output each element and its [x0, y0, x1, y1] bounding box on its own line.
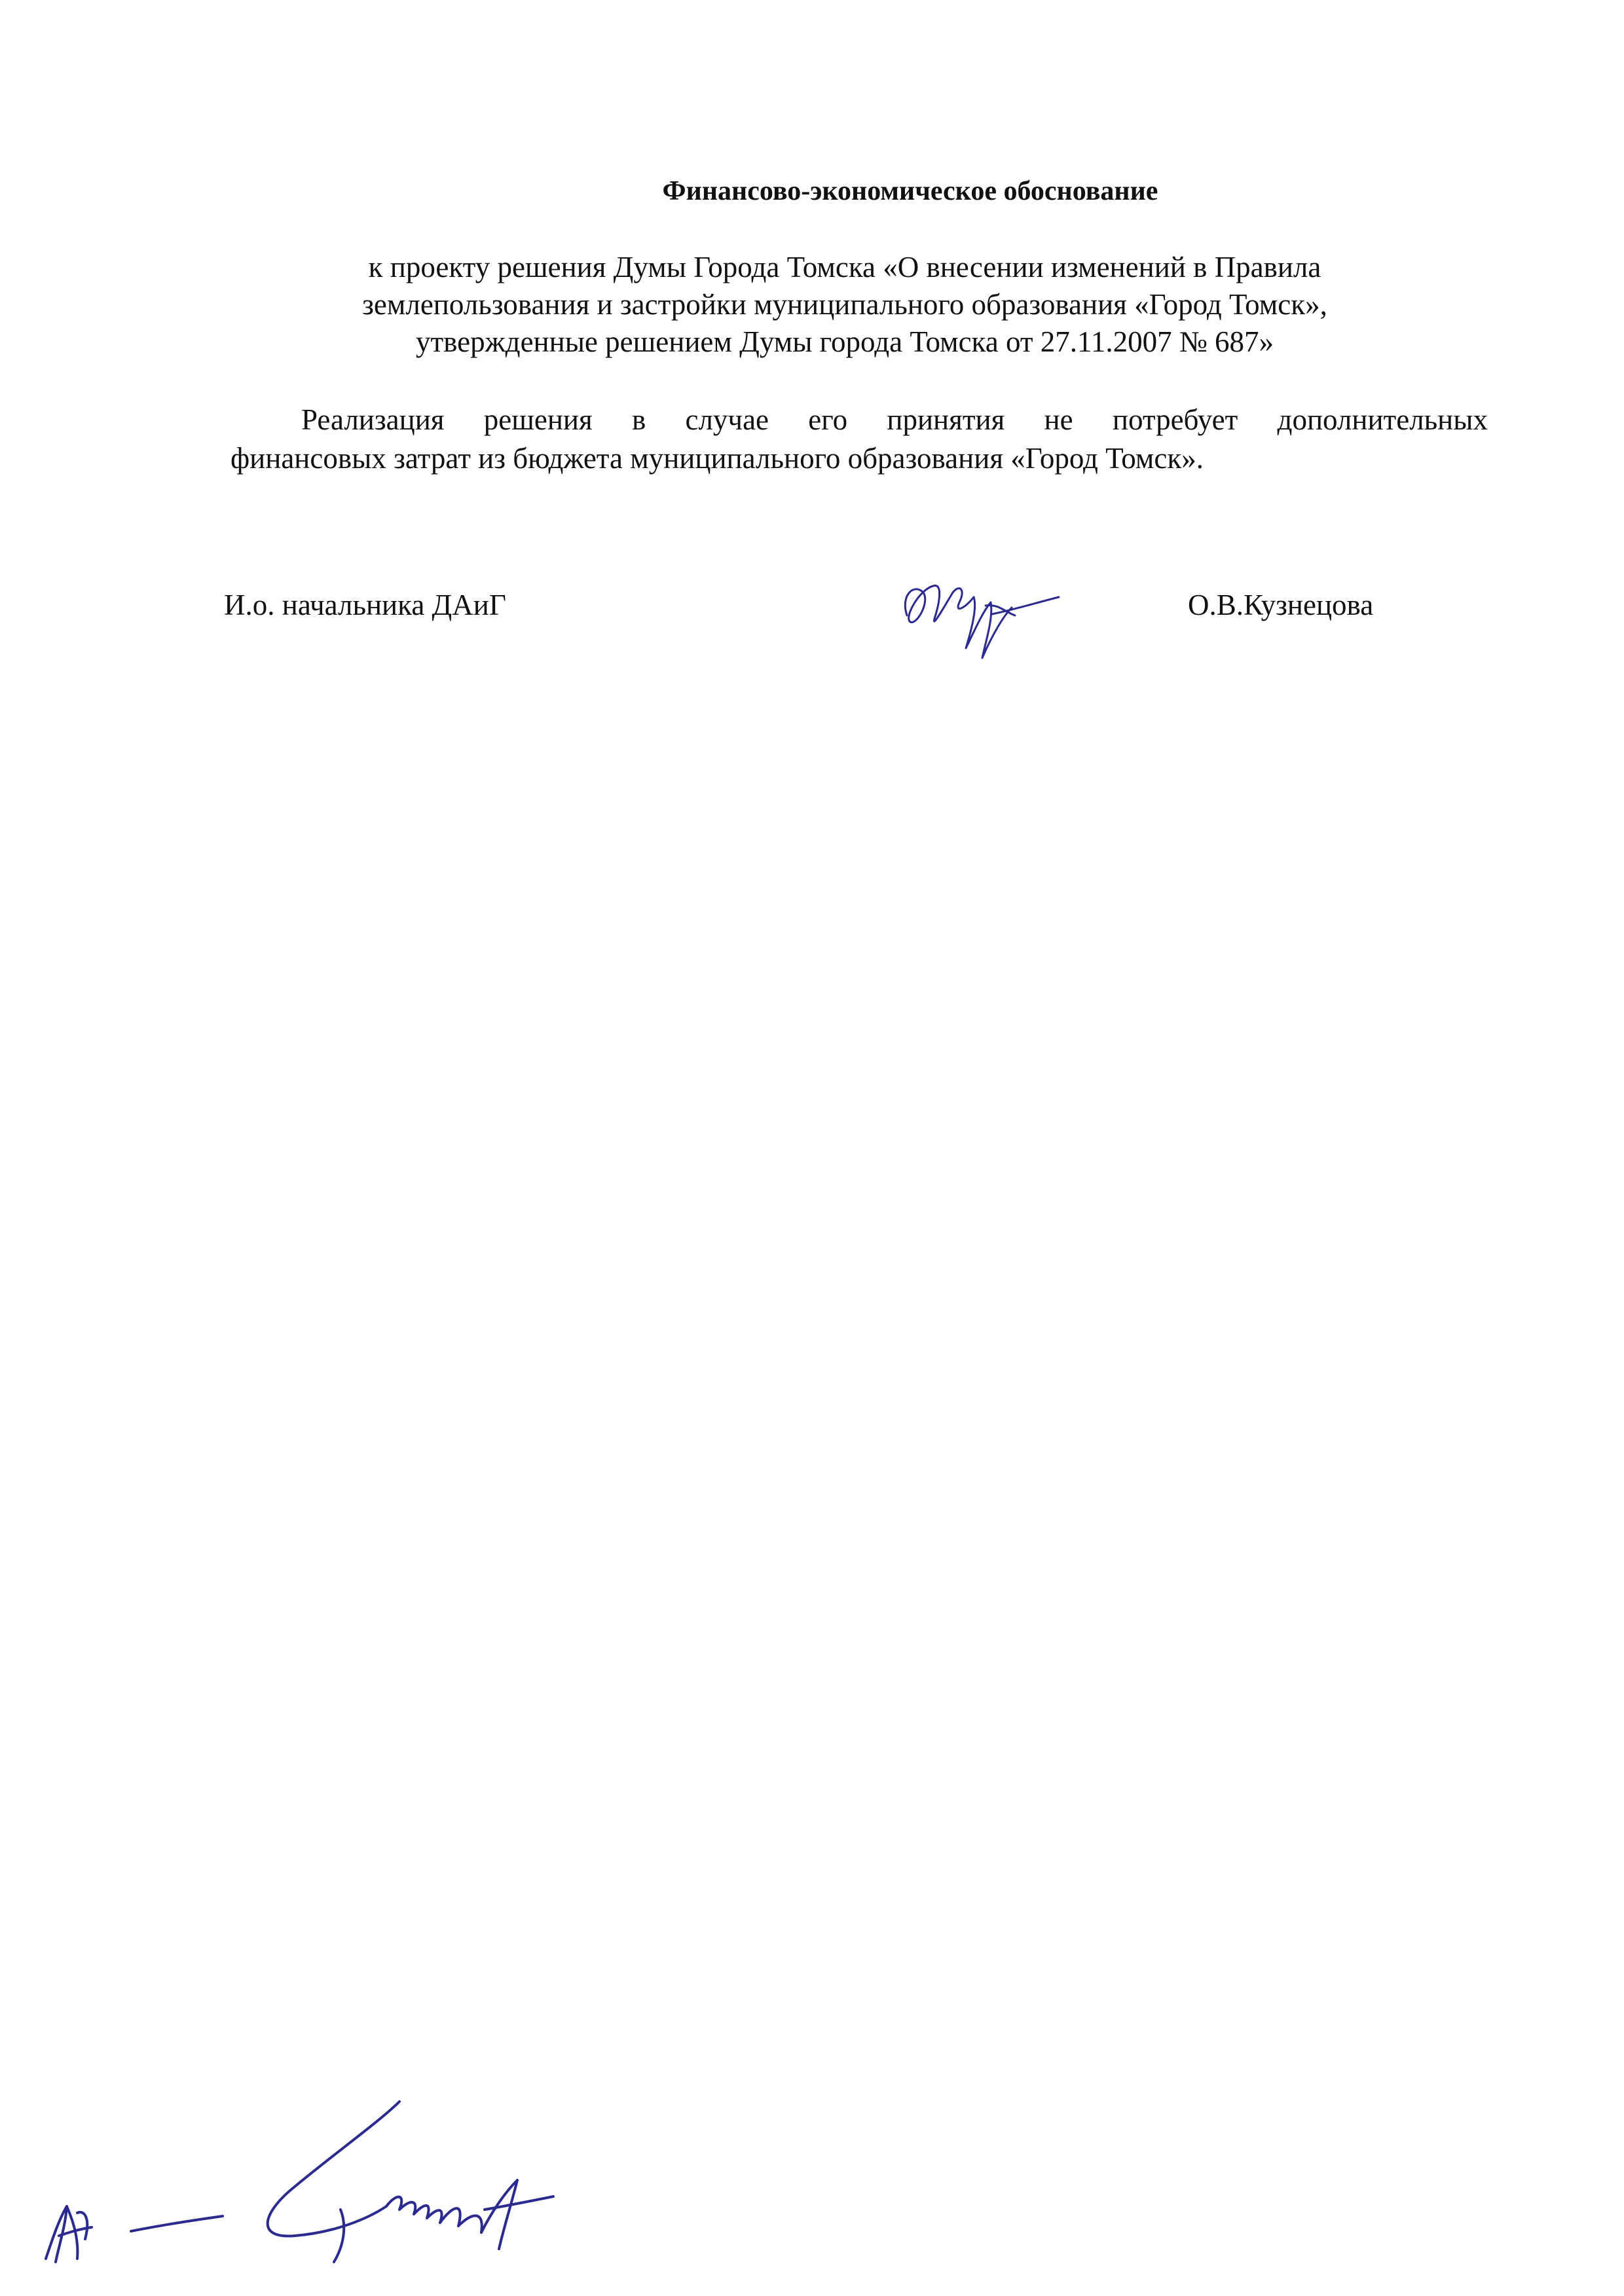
- body-line: Реализация решения в случае его принятия не потребует дополнительных: [301, 403, 1488, 436]
- subtitle-line: утвержденные решением Думы города Томска от 27.11.2007 № 687»: [415, 325, 1274, 358]
- subtitle-line: землепользования и застройки муниципального образования «Город Томск»,: [362, 288, 1327, 321]
- document-subtitle: [196, 249, 1493, 361]
- body-paragraph: [231, 401, 1488, 478]
- signature-icon: [894, 556, 1064, 668]
- signatory-name: О.В.Кузнецова: [1188, 589, 1374, 621]
- body-line: финансовых затрат из бюджета муниципального образования «Город Томск».: [231, 442, 1204, 475]
- signatory-role: И.о. начальника ДАиГ: [224, 589, 506, 621]
- initials-icon: [39, 2180, 229, 2272]
- signature-icon: [255, 2095, 557, 2265]
- document-title: Финансово-экономическое обоснование: [662, 176, 1158, 206]
- subtitle-line: к проекту решения Думы Города Томска «О внесении изменений в Правила: [368, 251, 1321, 283]
